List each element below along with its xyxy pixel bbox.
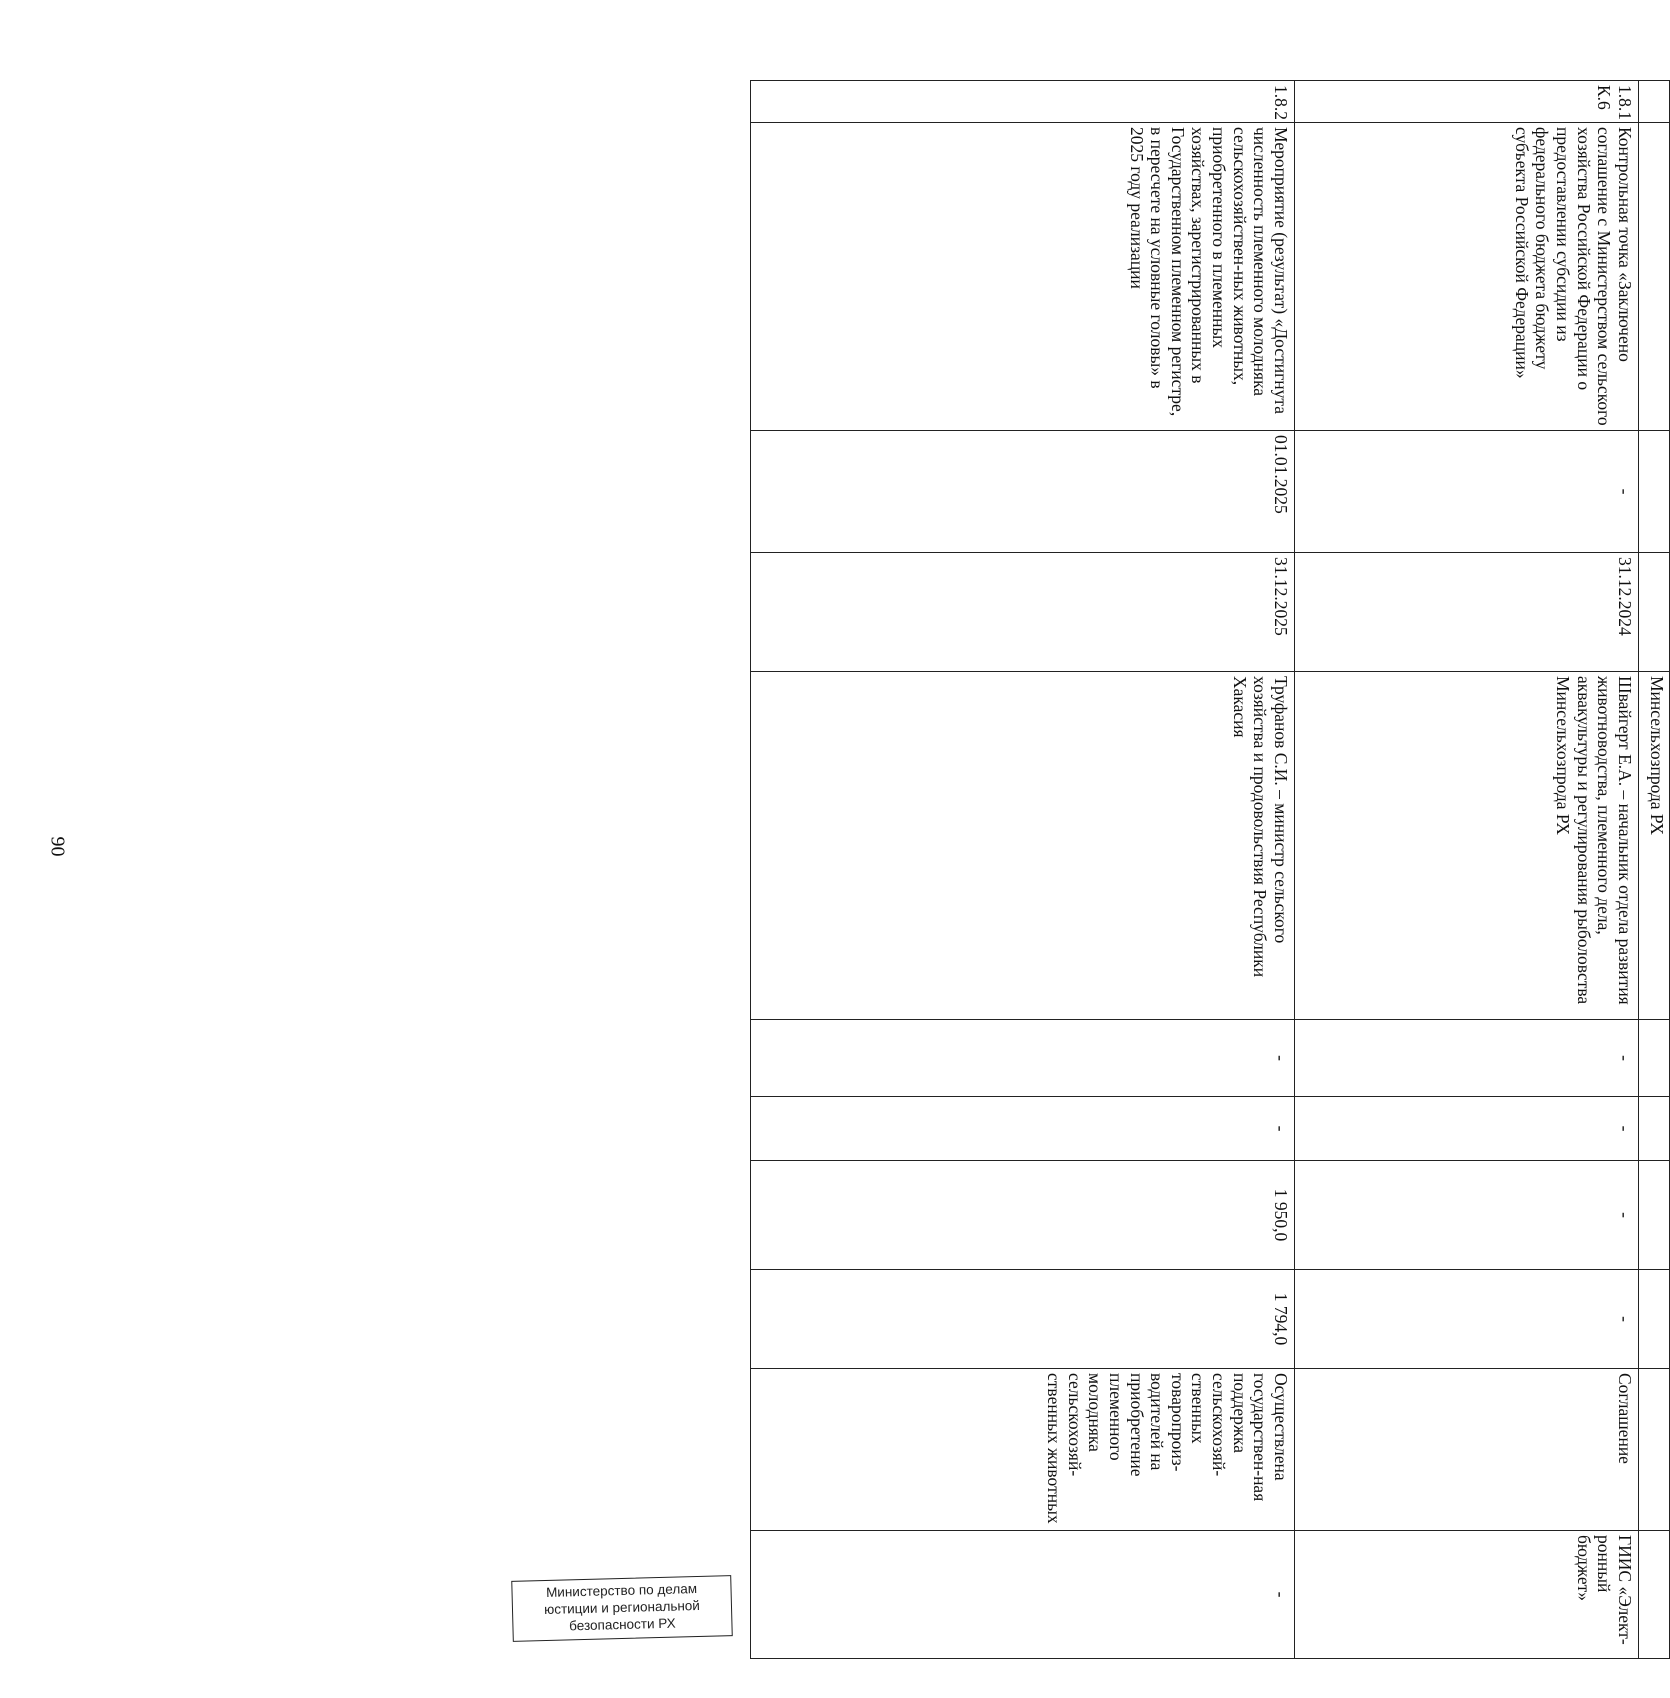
value-1: -	[1295, 1020, 1639, 1097]
value-4: -	[1295, 1270, 1639, 1369]
stamp-line-3: безопасности РХ	[568, 1615, 676, 1634]
start-date: -	[1295, 431, 1639, 553]
table-row-1-8-2	[751, 81, 1295, 1659]
header-cell-7	[1639, 1097, 1670, 1161]
info-system: -	[751, 1531, 1295, 1659]
value-3: 1 950,0	[751, 1161, 1295, 1270]
header-cell-9	[1639, 1270, 1670, 1369]
table-header-row	[1639, 81, 1670, 1659]
header-cell-10	[1639, 1369, 1670, 1531]
row-number: 1.8.2	[751, 81, 1295, 123]
value-1: -	[751, 1020, 1295, 1097]
result-document: Осуществлена государствен-ная поддержка сельскохозяй-ственных товаропроиз-водителей на приобретение племенного молодняка сельскохозяй-ственных животных	[751, 1369, 1295, 1531]
end-date: 31.12.2024	[1295, 553, 1639, 672]
value-4: 1 794,0	[751, 1270, 1295, 1369]
stamp-line-1: Министерство по делам	[545, 1581, 698, 1600]
start-date: 01.01.2025	[751, 431, 1295, 553]
header-cell-4	[1639, 553, 1670, 672]
rotated-table-frame	[750, 80, 1670, 1645]
header-cell-2	[1639, 123, 1670, 431]
header-cell-11	[1639, 1531, 1670, 1659]
header-cell-8	[1639, 1161, 1670, 1270]
page-number: 90	[46, 836, 69, 857]
header-cell-3	[1639, 431, 1670, 553]
result-document: Соглашение	[1295, 1369, 1639, 1531]
responsible-person: Труфанов С.И. – министр сельского хозяйства и продовольствия Республики Хакасия	[751, 672, 1295, 1020]
value-2: -	[1295, 1097, 1639, 1161]
value-3: -	[1295, 1161, 1639, 1270]
info-system: ГИИС «Элект-ронный бюджет»	[1295, 1531, 1639, 1659]
value-2: -	[751, 1097, 1295, 1161]
row-name: Мероприятие (результат) «Достигнута численность племенного молодняка сельскохозяйствен-ных животных, приобретенного в племенных хозяйствах, зарегистрированных в Государственном племенном регистре, в пересчете на условные головы» в 2025 году реализации	[751, 123, 1295, 431]
header-cell-1	[1639, 81, 1670, 123]
row-number: 1.8.1 К.6	[1295, 81, 1639, 123]
ministry-stamp	[511, 1575, 733, 1641]
end-date: 31.12.2025	[751, 553, 1295, 672]
header-cell-6	[1639, 1020, 1670, 1097]
table-row-1-8-1	[1295, 81, 1639, 1659]
stamp-line-2: юстиции и региональной	[543, 1597, 701, 1617]
header-cell-responsible: Минсельхозпрода РХ	[1639, 672, 1670, 1020]
row-name: Контрольная точка «Заключено соглашение с Министерством сельского хозяйства Российской Федерации о предоставлении субсидии из федерального бюджета бюджету субъекта Российской Федерации»	[1295, 123, 1639, 431]
responsible-person: Швайгерт Е.А. – начальник отдела развития животноводства, племенного дела, аквакультуры и регулирования рыболовства Минсельхозпрода РХ	[1295, 672, 1639, 1020]
measures-table	[750, 80, 1670, 1659]
